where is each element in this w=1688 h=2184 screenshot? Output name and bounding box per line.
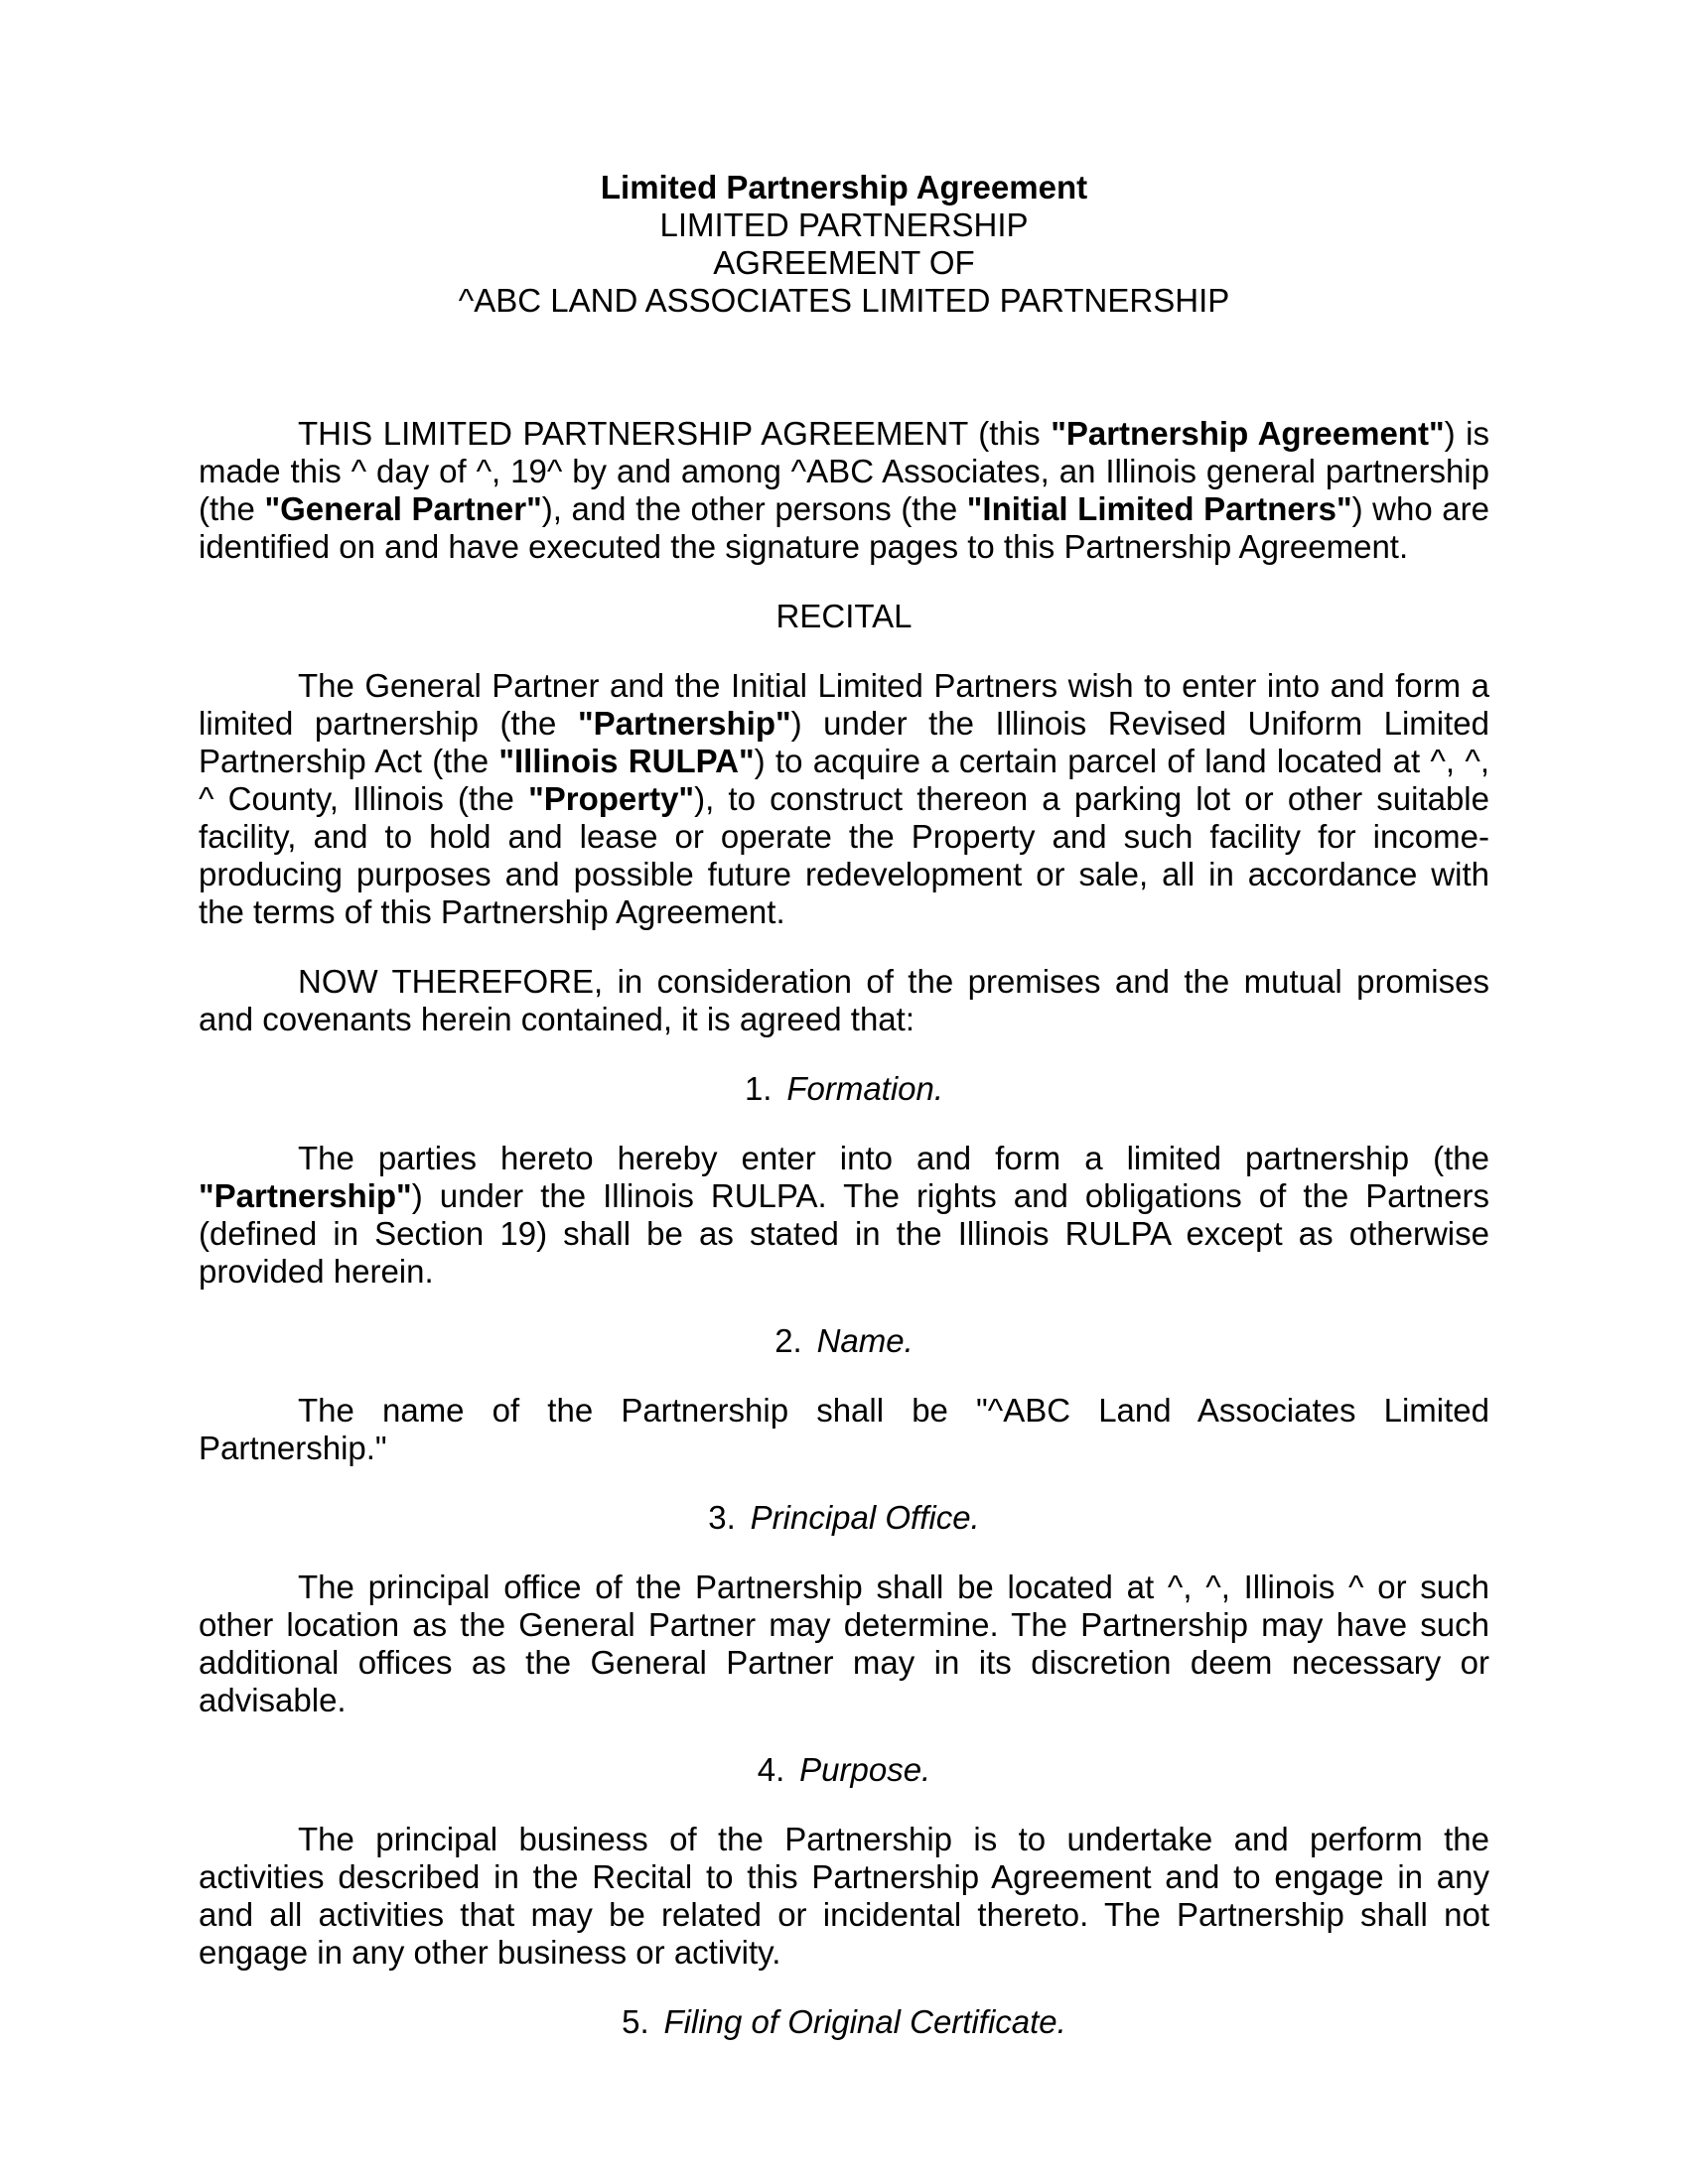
section-3-heading-principal-office — [199, 1499, 1489, 1537]
section-2-number: 2. — [774, 1322, 802, 1359]
document-title-block — [199, 169, 1489, 320]
title-line-limited-partnership: LIMITED PARTNERSHIP — [659, 206, 1029, 243]
section-4-title: Purpose. — [799, 1751, 931, 1788]
section-4-body-purpose: The principal business of the Partnership is to undertake and perform the activities described in the Recital to this Partnership Agreement and to engage in any and all activities that may be related or incidental thereto. The Partnership shall not engage in any other business or activity. — [199, 1821, 1489, 1971]
title-line-agreement-of: AGREEMENT OF — [713, 244, 975, 281]
section-1-title: Formation. — [786, 1070, 944, 1107]
document-type-title: Limited Partnership Agreement — [600, 169, 1088, 205]
section-2-body-name: The name of the Partnership shall be "^ABC Land Associates Limited Partnership." — [199, 1392, 1489, 1466]
section-2-title: Name. — [816, 1322, 914, 1359]
section-2-heading-name — [199, 1322, 1489, 1360]
section-4-heading-purpose — [199, 1751, 1489, 1789]
section-3-title: Principal Office. — [750, 1499, 980, 1536]
section-5-heading-filing-of-original-certificate — [199, 2003, 1489, 2041]
recital-paragraph: The General Partner and the Initial Limited Partners wish to enter into and form a limited partnership (the "Partnership") under the Illinois Revised Uniform Limited Partnership Act (the "Illinois RULPA") to acquire a certain parcel of land located at ^, ^, ^ County, Illinois (the "Property"), to construct thereon a parking lot or other suitable facility, and to hold and lease or operate the Property and such facility for income-producing purposes and possible future redevelopment or sale, all in accordance with the terms of this Partnership Agreement. — [199, 667, 1490, 930]
section-3-body-principal-office: The principal office of the Partnership shall be located at ^, ^, Illinois ^ or such other location as the General Partner may determine. The Partnership may have such additional offices as the General Partner may in its discretion deem necessary or advisable. — [199, 1569, 1489, 1718]
section-3-number: 3. — [708, 1499, 736, 1536]
section-1-number: 1. — [744, 1070, 773, 1107]
section-4-number: 4. — [757, 1751, 785, 1788]
section-5-title: Filing of Original Certificate. — [663, 2003, 1066, 2040]
title-line-partnership-name: ^ABC LAND ASSOCIATES LIMITED PARTNERSHIP — [458, 282, 1230, 319]
section-1-heading-formation — [199, 1070, 1489, 1108]
section-1-body-formation: The parties hereto hereby enter into and form a limited partnership (the "Partnership") under the Illinois RULPA. The rights and obligations of the Partners (defined in Section 19) shall be as stated in the Illinois RULPA except as otherwise provided herein. — [199, 1140, 1489, 1290]
recital-heading: RECITAL — [775, 598, 913, 634]
opening-paragraph: THIS LIMITED PARTNERSHIP AGREEMENT (this "Partnership Agreement") is made this ^ day of ^, 19^ by and among ^ABC Associates, an Illinois general partnership (the "General Partner"), and the other persons (the "Initial Limited Partners") who are identified on and have executed the signature pages to this Partnership Agreement. — [199, 415, 1489, 565]
section-5-number: 5. — [622, 2003, 649, 2040]
now-therefore-paragraph: NOW THEREFORE, in consideration of the premises and the mutual promises and covenants herein contained, it is agreed that: — [199, 963, 1489, 1037]
